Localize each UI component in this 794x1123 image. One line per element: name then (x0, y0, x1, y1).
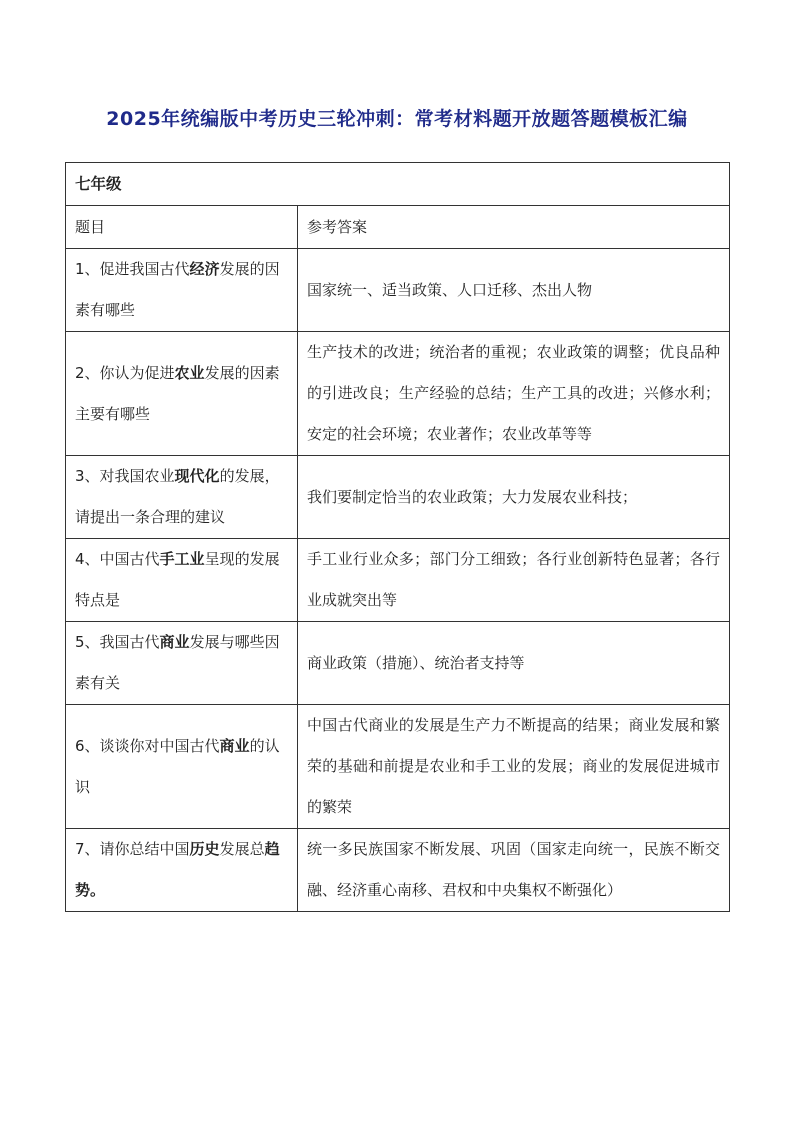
question-header: 题目 (66, 206, 298, 249)
question-cell (66, 622, 298, 705)
question-text: 呈现的发展特点是 (75, 550, 280, 609)
table-row (66, 456, 730, 539)
question-text: 6、谈谈你对中国古代 (75, 736, 220, 755)
question-keyword: 手工业 (159, 550, 205, 568)
grade-row (66, 163, 730, 206)
question-text: 7、请你总结中国 (75, 840, 190, 858)
question-text: 发展的因素主要有哪些 (75, 363, 280, 423)
answer-template-table (65, 162, 730, 912)
table-row (66, 705, 730, 829)
answer-cell: 国家统一、适当政策、人口迁移、杰出人物 (298, 249, 730, 332)
answer-cell: 中国古代商业的发展是生产力不断提高的结果；商业发展和繁荣的基础和前提是农业和手工业的发展；商业的发展促进城市的繁荣 (298, 705, 730, 829)
question-keyword: 商业 (159, 633, 190, 651)
page-title: 2025年统编版中考历史三轮冲刺：常考材料题开放题答题模板汇编 (106, 108, 688, 130)
table-row (66, 622, 730, 705)
question-keyword: 经济 (189, 260, 220, 278)
answer-cell: 手工业行业众多；部门分工细致；各行业创新特色显著；各行业成就突出等 (298, 539, 730, 622)
question-text: 4、中国古代 (75, 550, 160, 568)
question-keyword: 商业 (219, 736, 250, 755)
answer-cell: 我们要制定恰当的农业政策；大力发展农业科技； (298, 456, 730, 539)
question-cell (66, 332, 298, 456)
question-text: 的认识 (75, 736, 280, 796)
question-text: 发展的因素有哪些 (75, 260, 280, 319)
question-keyword: 历史 (189, 840, 220, 858)
answer-cell: 商业政策（措施）、统治者支持等 (298, 622, 730, 705)
table-row (66, 249, 730, 332)
question-keyword: 农业 (174, 363, 205, 382)
question-text: 5、我国古代 (75, 633, 160, 651)
answer-cell: 统一多民族国家不断发展、巩固（国家走向统一，民族不断交融、经济重心南移、君权和中央集权不断强化） (298, 829, 730, 912)
question-text: 发展总 (219, 840, 265, 858)
table-row (66, 829, 730, 912)
question-cell (66, 249, 298, 332)
question-cell (66, 705, 298, 829)
question-text: 1、促进我国古代 (75, 260, 190, 278)
question-cell (66, 829, 298, 912)
question-keyword: 现代化 (174, 467, 220, 485)
question-keyword: 趋势。 (75, 840, 280, 899)
table-row (66, 539, 730, 622)
table-row (66, 332, 730, 456)
answer-header: 参考答案 (298, 206, 730, 249)
question-text: 3、对我国农业 (75, 467, 175, 485)
question-text: 的发展，请提出一条合理的建议 (75, 467, 280, 526)
header-row (66, 206, 730, 249)
question-cell (66, 456, 298, 539)
question-cell (66, 539, 298, 622)
question-text: 2、你认为促进 (75, 363, 175, 382)
answer-cell: 生产技术的改进；统治者的重视；农业政策的调整；优良品种的引进改良；生产经验的总结；生产工具的改进；兴修水利；安定的社会环境；农业著作；农业改革等等 (298, 332, 730, 456)
grade-label: 七年级 (66, 163, 730, 206)
question-text: 发展与哪些因素有关 (75, 633, 280, 692)
